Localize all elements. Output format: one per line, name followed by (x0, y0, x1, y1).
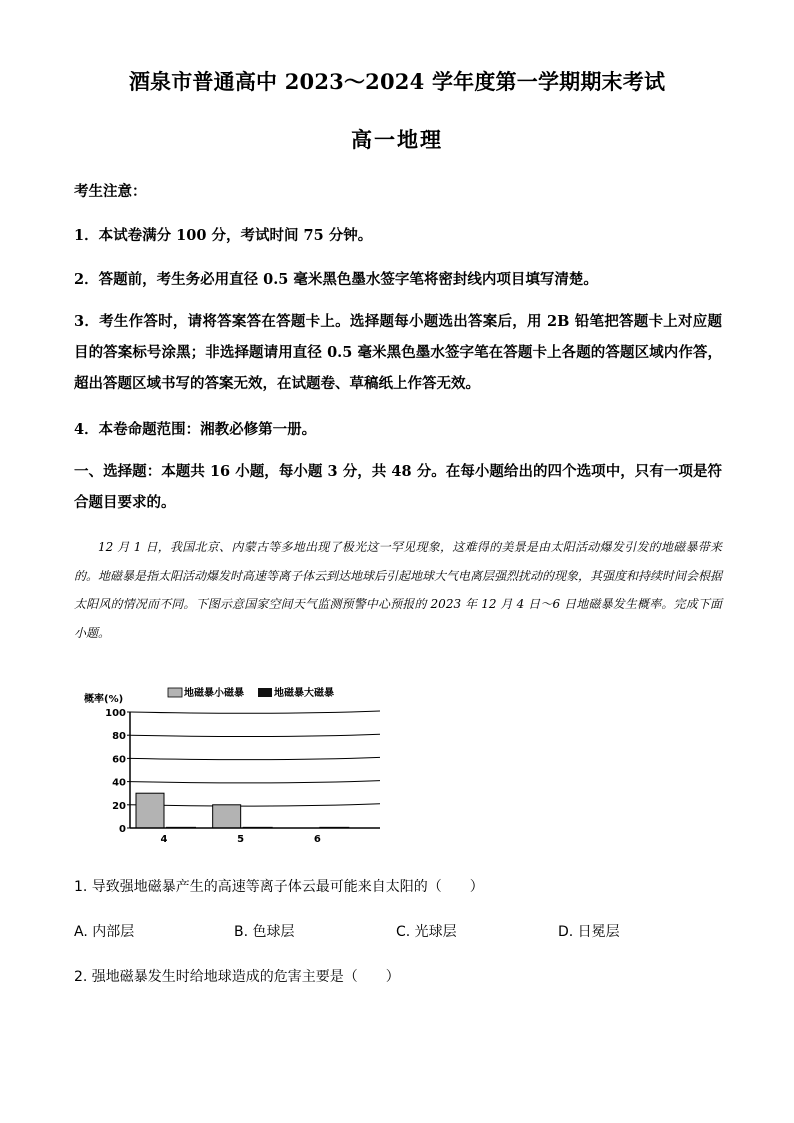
chart-axes (130, 712, 380, 828)
y-tick-label: 40 (112, 777, 126, 789)
x-tick-label: 6 (313, 834, 321, 845)
question-1-option-c[interactable]: C. 光球层 (396, 924, 457, 940)
y-tick-label: 20 (112, 800, 126, 812)
y-tick-label: 0 (119, 824, 126, 835)
notice-heading: 考生注意： (74, 183, 147, 200)
question-1-option-a[interactable]: A. 内部层 (74, 924, 135, 940)
gridline-20 (130, 804, 380, 806)
exam-title: 酒泉市普通高中 2023～2024 学年度第一学期期末考试 (128, 69, 666, 94)
section-heading: 一、选择题：本题共 16 小题，每小题 3 分，共 48 分。在每小题给出的四个选项中，只有一项是符合题目要求的。 (74, 463, 722, 511)
chart-bars (136, 793, 349, 828)
y-tick-label: 60 (112, 754, 126, 766)
x-tick-label: 5 (237, 834, 245, 845)
gridline-100 (130, 711, 380, 713)
notice-item-1: 1．本试卷满分 100 分，考试时间 75 分钟。 (74, 227, 373, 244)
legend-swatch-large (258, 688, 272, 697)
legend-label-small: 地磁暴小磁暴 (184, 688, 244, 699)
question-1-option-d[interactable]: D. 日冕层 (558, 924, 620, 940)
gridline-80 (130, 734, 380, 736)
geomagnetic-storm-chart (70, 680, 390, 850)
legend-swatch-small (168, 688, 182, 697)
y-axis-label: 概率(%) (84, 694, 124, 705)
chart-gridlines (130, 711, 380, 806)
legend-label-large: 地磁暴大磁暴 (274, 688, 334, 699)
notice-item-3: 3．考生作答时，请将答案答在答题卡上。选择题每小题选出答案后，用 2B 铅笔把答题卡上对应题目的答案标号涂黑；非选择题请用直径 0.5 毫米黑色墨水签字笔在答题卡上各题的答题区域内作答，超出答题区域书写的答案无效，在试题卷、草稿纸上作答无效。 (74, 313, 722, 392)
y-tick-label: 80 (112, 731, 126, 743)
y-tick-label: 100 (105, 708, 126, 719)
bar-small-5 (213, 805, 241, 828)
notice-item-2: 2．答题前，考生务必用直径 0.5 毫米黑色墨水签字笔将密封线内项目填写清楚。 (74, 271, 598, 288)
x-tick-label: 4 (160, 834, 168, 845)
question-passage: 12 月 1 日，我国北京、内蒙古等多地出现了极光这一罕见现象，这难得的美景是由太阳活动爆发引发的地磁暴带来的。地磁暴是指太阳活动爆发时高速等离子体云到达地球后引起地球大气电离层强烈扰动的现象，其强度和持续时间会根据太阳风的情况而不同。下图示意国家空间天气监测预警中心预报的 2023 年 12 月 4 日～6 日地磁暴发生概率。完成下面小题。 (74, 540, 723, 640)
notice-item-4: 4．本卷命题范围：湘教必修第一册。 (74, 421, 317, 438)
gridline-60 (130, 757, 380, 759)
question-2-stem: 2. 强地磁暴发生时给地球造成的危害主要是（ ） (74, 969, 400, 985)
bar-small-4 (136, 793, 164, 828)
question-1-stem: 1. 导致强地磁暴产生的高速等离子体云最可能来自太阳的（ ） (74, 879, 484, 895)
gridline-40 (130, 781, 380, 783)
chart-legend (168, 686, 334, 699)
question-1-option-b[interactable]: B. 色球层 (234, 924, 295, 940)
exam-subject: 高一地理 (351, 127, 443, 152)
